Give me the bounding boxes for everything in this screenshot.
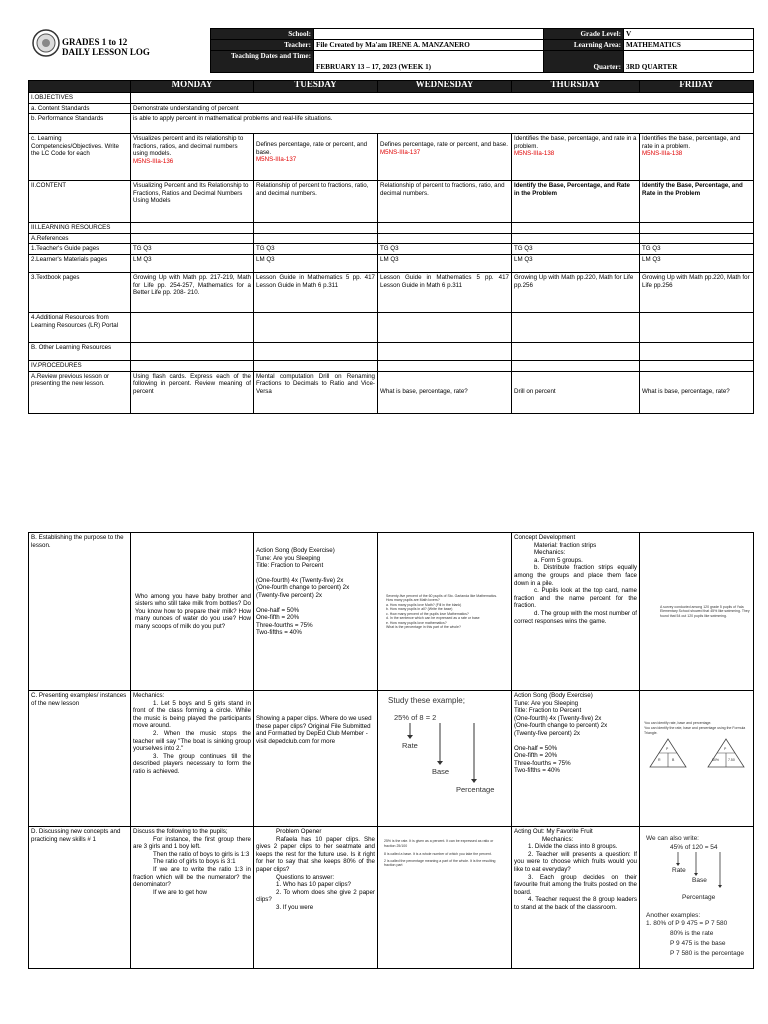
lm-monday: LM Q3 [131, 254, 254, 272]
triangle-b: B [672, 758, 675, 762]
discuss-line: For instance, the first group there are 3 girls and 1 boy left. [133, 835, 251, 851]
step: 4. Teacher request the 8 group leaders to stand at the back of the classroom. [514, 896, 637, 911]
triangle-r: R [658, 758, 661, 762]
triangle2-p: P [724, 747, 727, 751]
triangle2-r: 50% [712, 758, 720, 762]
purpose-label: B. Establishing the purpose to the lesson. [29, 533, 131, 691]
grade-level-label: Grade Level: [544, 29, 624, 40]
lm-tuesday: LM Q3 [254, 254, 378, 272]
purpose-tuesday [254, 533, 378, 691]
purpose-friday [640, 533, 754, 691]
competency-tuesday [254, 134, 378, 181]
content-monday: Visualizing Percent and Its Relationship to Fractions, Ratios and Decimal Numbers Using Models [131, 181, 254, 223]
image-text: 8 is called a base. It is a whole number of which you take the percent. [384, 852, 492, 856]
learning-area-value: MATHEMATICS [624, 40, 754, 51]
song-line: (One-fourth) 4x (Twenty-five) 2x [256, 576, 344, 584]
song-line: (Twenty-five percent) 2x [256, 591, 323, 599]
lc-code: M5NS-IIIa-136 [133, 157, 174, 165]
base-label: Base [432, 767, 450, 776]
purpose-monday-text: Who among you have baby brother and sisters who still take milk from bottles? Do You know how to prepare their milk? How many ounces of water do you use? How many scoops of milk do you put? [135, 592, 251, 630]
step: b. Distribute fraction strips equally among the groups and place them face down in a pile. [514, 564, 637, 587]
textbook-wednesday: Lesson Guide in Mathematics 5 pp. 417 Lesson Guide in Math 6 p.311 [378, 272, 512, 312]
teaching-dates-value: FEBRUARY 13 – 17, 2023 (WEEK 1) [314, 51, 544, 73]
fraction-line: Two-fifths = 40% [256, 629, 302, 637]
concept-title: Concept Development [514, 534, 576, 541]
presenting-examples-label: C. Presenting examples/ instances of the new lesson [29, 691, 131, 827]
wednesday-explanation-image [380, 839, 509, 868]
day-header-friday: FRIDAY [640, 81, 754, 93]
step: 3. Each group decides on their favourite fruit among the fruits posted on the board. [514, 873, 637, 896]
discuss-monday [131, 827, 254, 969]
examples-thursday [512, 691, 640, 827]
mechanics: Mechanics: [133, 692, 165, 699]
competency-text: Visualizes percent and its relationship to fractions, ratios, and decimal numbers using models. [133, 135, 244, 158]
lc-code: M5NS-IIIa-138 [514, 150, 555, 158]
review-friday: What is base, percentage, rate? [640, 371, 754, 413]
tg-friday: TG Q3 [640, 244, 754, 255]
textbook-pages-label: 3.Textbook pages [29, 272, 131, 312]
header-title-1: GRADES 1 to 12 [62, 37, 128, 47]
arrow-icon [388, 721, 498, 791]
content-label: II.CONTENT [29, 181, 131, 223]
teachers-guide-label: 1.Teacher's Guide pages [29, 244, 131, 255]
content-friday: Identify the Base, Percentage, and Rate in the Problem [640, 181, 754, 223]
friday-survey-image: A survey conducted among 120 grade 5 pupils of Yala Elementary School showed that 45% like swimming. They found that 54 out 120 pupils like swimming. [660, 604, 750, 618]
rate-label: Rate [672, 867, 686, 874]
mechanics: Mechanics: [534, 549, 566, 557]
lm-thursday: LM Q3 [512, 254, 640, 272]
discussing-concepts-label: D. Discussing new concepts and practicing new skills # 1 [29, 827, 131, 969]
day-header-wednesday: WEDNESDAY [378, 81, 512, 93]
lesson-log-table-bottom [28, 532, 754, 969]
fraction-line: Two-fifths = 40% [514, 767, 560, 775]
example-1-base: P 9 475 is the base [670, 940, 726, 947]
header-info-table [210, 28, 754, 73]
step: 2. When the music stops the teacher will say "The boat is sinking group yourselves into 2." [133, 729, 251, 753]
song-tune: Tune: Are you Sleeping [514, 699, 579, 707]
quarter-label: Quarter: [544, 51, 624, 73]
examples-tuesday: Showing a paper clips. Where do we used these paper clips? Original File Submitted and Formatted by DepEd Club Member - visit depedclub.com for more [254, 691, 378, 827]
lc-code: M5NS-IIIa-137 [380, 148, 421, 156]
textbook-tuesday: Lesson Guide in Mathematics 5 pp. 417 Lesson Guide in Math 6 p.311 [254, 272, 378, 312]
problem-opener: Problem Opener [276, 828, 322, 835]
example-equation: 25% of 8 = 2 [394, 713, 437, 722]
deped-seal-logo [32, 29, 60, 57]
friday-equation: 45% of 120 = 54 [670, 844, 718, 851]
fraction-line: One-half = 50% [514, 744, 558, 752]
lm-wednesday: LM Q3 [378, 254, 512, 272]
study-example-title: Study these example; [388, 696, 465, 705]
lm-friday: LM Q3 [640, 254, 754, 272]
references-label: A.References [29, 233, 131, 244]
discuss-line: Discuss the following to the pupils; [133, 828, 228, 835]
review-thursday: Drill on percent [512, 371, 640, 413]
song-line: (One-fourth) 4x (Twenty-five) 2x [514, 714, 602, 722]
step: a. Form 5 groups. [534, 556, 583, 564]
day-header-tuesday: TUESDAY [254, 81, 378, 93]
question: 3. If you were [276, 903, 314, 911]
image-text: b. How many pupils in all? (Write the base) [386, 607, 453, 611]
image-text: Seventy-five percent of the 60 pupils of Sto. Garlanda like Mathematics. How many pupils are Math lovers? [386, 593, 498, 602]
content-standards-label: a. Content Standards [29, 103, 131, 114]
image-text: e. How many pupils love mathematics? [386, 620, 447, 625]
discuss-line: Then the ratio of boys to girls is 1:3 [153, 850, 250, 858]
procedures-section: IV.PROCEDURES [29, 360, 131, 371]
percentage-label: Percentage [456, 785, 495, 794]
grade-level-value: V [624, 29, 754, 40]
textbook-monday: Growing Up with Math pp. 217-219, Math for Life pp. 254-257, Mathematics for a Better Life pp. 208- 210. [131, 272, 254, 312]
competencies-label: c. Learning Competencies/Objectives. Write the LC Code for each [29, 134, 131, 181]
corner-header [29, 81, 131, 93]
learning-area-label: Learning Area: [544, 40, 624, 51]
base-label: Base [692, 877, 707, 884]
discuss-tuesday [254, 827, 378, 969]
competency-friday [640, 134, 754, 181]
song-title: Action Song (Body Exercise) [514, 692, 593, 699]
competency-text: Identifies the base, percentage, and rate in a problem. [642, 135, 741, 150]
competency-thursday [512, 134, 640, 181]
image-text: What is the percentage in this part of the whole? [386, 625, 461, 629]
fraction-line: One-fifth = 20% [514, 752, 558, 760]
fraction-line: Three-fourths = 75% [514, 759, 571, 767]
triangle-intro: You can identify rate, base and percentage. [644, 721, 712, 725]
example-1-percentage: P 7 580 is the percentage [670, 950, 744, 957]
review-lesson-label: A.Review previous lesson or presenting the new lesson. [29, 371, 131, 413]
image-text: 25% is the rate. It is given as a percent. It can be expressed as ratio or fraction 25/100 [384, 839, 494, 848]
learning-resources-section: III.LEARNING RESOURCES [29, 223, 131, 234]
examples-monday [131, 691, 254, 827]
examples-wednesday [378, 691, 512, 827]
image-text: d. In the sentence which can be expressed as a rate or base [386, 616, 480, 620]
purpose-wednesday [378, 533, 512, 691]
activity-title: Acting Out: My Favorite Fruit [514, 828, 593, 835]
header-title-2: DAILY LESSON LOG [62, 47, 150, 57]
content-tuesday: Relationship of percent to fractions, ratio, and decimal numbers. [254, 181, 378, 223]
lc-code: M5NS-IIIa-137 [256, 156, 297, 164]
learners-materials-label: 2.Learner's Materials pages [29, 254, 131, 272]
school-label: School: [211, 29, 314, 40]
day-header-thursday: THURSDAY [512, 81, 640, 93]
song-tune: Tune: Are you Sleeping [256, 554, 321, 562]
performance-standards-label: b. Performance Standards [29, 114, 131, 134]
discuss-line: The ratio of girls to boys is 3:1 [153, 858, 236, 866]
review-monday: Using flash cards. Express each of the following in percent. Review meaning of percent [131, 371, 254, 413]
triangle2-b: 7.50 [728, 758, 735, 762]
competency-monday [131, 134, 254, 181]
review-tuesday: Mental computation Drill on Renaming Fractions to Decimals to Ratio and Vice-Versa [254, 371, 378, 413]
discuss-thursday [512, 827, 640, 969]
discuss-line: If we are to write the ratio 1:3 in fraction which will be the numerator? the denominator? [133, 865, 251, 889]
step: 1. Let 5 boys and 5 girls stand in front of the class forming a circle. While the music is being played the participants move around. [133, 699, 251, 730]
objectives-section: I.OBJECTIVES [29, 93, 131, 104]
another-examples: Another examples: [646, 912, 701, 919]
examples-friday [640, 691, 754, 827]
purpose-monday [131, 533, 254, 691]
teacher-value: File Created by Ma'am IRENE A. MANZANERO [314, 40, 544, 51]
image-text: a. How many pupils love Math? (Fill in the blank) [386, 602, 462, 607]
step: c. Pupils look at the top card, name fraction and the name percent for the fraction. [514, 587, 637, 610]
problem-text: Rafaela has 10 paper clips. She gives 2 paper clips to her seatmate and keeps the rest for the future use. Is it right for her to say that she keeps 80% of the paper clips? [256, 835, 375, 873]
materials: Material: fraction strips [534, 541, 597, 549]
header [28, 28, 753, 74]
competency-wednesday [378, 134, 512, 181]
percentage-label: Percentage [682, 894, 716, 901]
song-title: Action Song (Body Exercise) [256, 547, 335, 554]
step: 1. Divide the class into 8 groups. [528, 843, 618, 851]
mechanics: Mechanics: [542, 835, 574, 843]
rate-label: Rate [402, 741, 418, 750]
teacher-label: Teacher: [211, 40, 314, 51]
quarter-value: 3RD QUARTER [624, 51, 754, 73]
review-wednesday: What is base, percentage, rate? [378, 371, 512, 413]
song-line: (Twenty-five percent) 2x [514, 729, 581, 737]
question: 1. Who has 10 paper clips? [276, 881, 351, 889]
song-name: Title: Fraction to Percent [514, 707, 582, 715]
competency-text: Defines percentage, rate or percent, and base. [380, 141, 508, 149]
lc-code: M5NS-IIIa-138 [642, 150, 683, 158]
content-wednesday: Relationship of percent to fractions, ratio, and decimal numbers. [378, 181, 512, 223]
formula-triangle-icon [646, 737, 750, 771]
content-thursday: Identify the Base, Percentage, and Rate in the Problem [512, 181, 640, 223]
purpose-thursday [512, 533, 640, 691]
additional-resources-label: 4.Additional Resources from Learning Resources (LR) Portal [29, 312, 131, 342]
school-value [314, 29, 544, 40]
discuss-friday [640, 827, 754, 969]
lesson-log-table-top [28, 80, 754, 414]
example-1-rate: 80% is the rate [670, 930, 714, 937]
textbook-thursday: Growing Up with Math pp.220, Math for Life pp.256 [512, 272, 640, 312]
song-name: Title: Fraction to Percent [256, 562, 324, 570]
fraction-line: One-half = 50% [256, 606, 300, 614]
step: 3. The group continues till the described players necessary to form the ratio is achieved. [133, 752, 251, 775]
also-write-text: We can also write: [646, 835, 699, 842]
triangle-intro-2: You can identify the rate, base and percentage using the Formula Triangle. [644, 726, 746, 735]
tg-monday: TG Q3 [131, 244, 254, 255]
fraction-line: Three-fourths = 75% [256, 621, 313, 629]
tg-tuesday: TG Q3 [254, 244, 378, 255]
image-text: c. How many percent of the pupils love Mathematics? [386, 611, 469, 616]
song-line: (One-fourth change to percent) 2x [256, 584, 350, 592]
day-header-monday: MONDAY [131, 81, 254, 93]
wednesday-problem-image [380, 594, 509, 630]
content-standards-value: Demonstrate understanding of percent [131, 103, 754, 114]
questions-title: Questions to answer: [276, 873, 335, 881]
performance-standards-value: is able to apply percent in mathematical problems and real-life situations. [131, 114, 754, 134]
other-resources-label: B. Other Learning Resources [29, 342, 131, 360]
question: 2. To whom does she give 2 paper clips? [256, 888, 375, 904]
textbook-friday: Growing Up with Math pp.220, Math for Life pp.256 [640, 272, 754, 312]
tg-thursday: TG Q3 [512, 244, 640, 255]
fraction-line: One-fifth = 20% [256, 614, 300, 622]
triangle-p: P [666, 747, 669, 751]
discuss-line: If we are to get how [153, 888, 207, 896]
image-text: 2 is called the percentage meaning a part of the whole. It is the resulting fraction part [384, 858, 496, 867]
discuss-wednesday [378, 827, 512, 969]
competency-text: Identifies the base, percentage, and rate in a problem. [514, 135, 637, 150]
teaching-dates-label: Teaching Dates and Time: [211, 51, 314, 73]
step: d. The group with the most number of correct responses wins the game. [514, 609, 637, 625]
example-1: 1. 80% of P 9 475 = P 7 580 [646, 920, 728, 927]
step: 2. Teacher will presents a question: If you were to choose which fruits would you like to eat everyday? [514, 850, 637, 873]
tg-wednesday: TG Q3 [378, 244, 512, 255]
song-line: (One-fourth change to percent) 2x [514, 722, 608, 730]
competency-text: Defines percentage, rate or percent, and base. [256, 141, 368, 156]
